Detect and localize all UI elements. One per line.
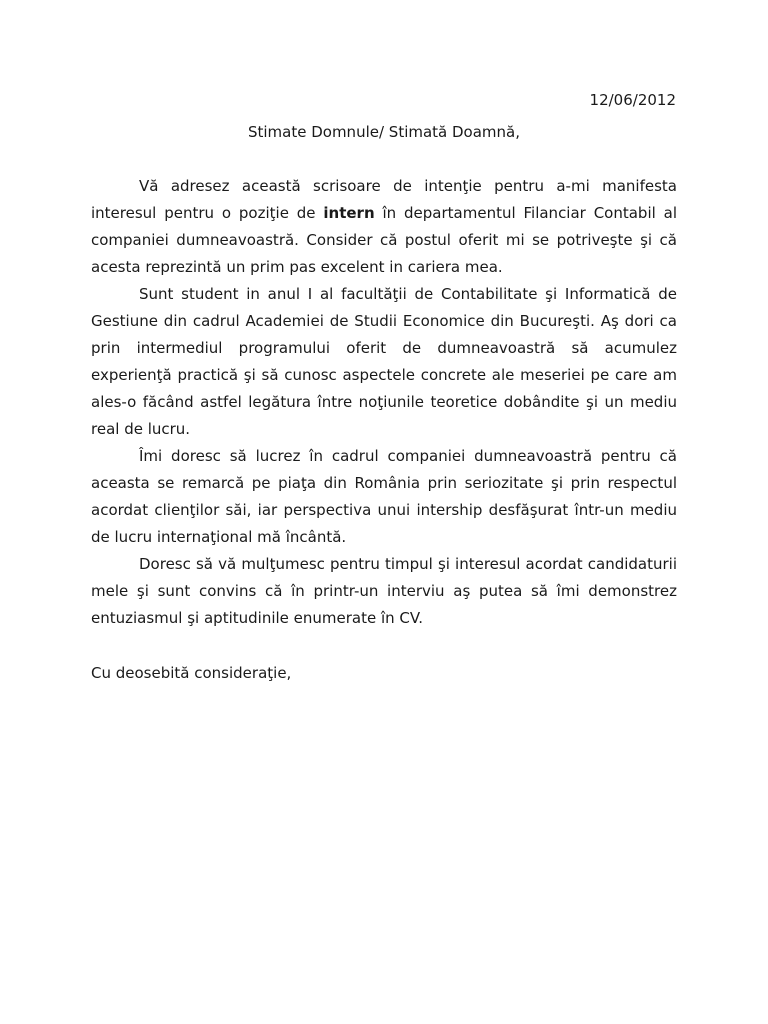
position-emphasis: intern [323,204,375,222]
paragraph-intent [91,173,677,281]
letter-salutation: Stimate Domnule/ Stimată Doamnă, [247,123,521,141]
letter-date: 12/06/2012 [589,91,676,109]
paragraph-thanks: Doresc să vă mulţumesc pentru timpul şi interesul acordat candidaturii mele şi sunt convins că în printr-un interviu aş putea să îmi demonstrez entuziasmul şi aptitudinile enumerate în CV. [91,555,677,627]
paragraph-intent-before: Vă adresez această scrisoare de intenţie pentru a-mi manifesta interesul pentru o poziţie de [91,177,677,222]
paragraph-background: Sunt student in anul I al facultăţii de Contabilitate şi Informatică de Gestiune din cadrul Academiei de Studii Economice din Bucureşti. Aş dori ca prin intermediul programului oferit de dumneavoastră să acumulez experienţă practică şi să cunosc aspectele concrete ale meseriei pe care am ales-o făcând astfel legătura între noţiunile teoretice dobândite şi un mediu real de lucru. [91,285,677,438]
paragraph-intent-after: în departamentul Filanciar Contabil al companiei dumneavoastră. Consider că postul oferit mi se potriveşte şi că acesta reprezintă un prim pas excelent in cariera mea. [91,204,677,276]
letter-closing: Cu deosebită consideraţie, [91,664,292,682]
letter-body [91,173,677,632]
paragraph-motivation: Îmi doresc să lucrez în cadrul companiei dumneavoastră pentru că aceasta se remarcă pe piaţa din România prin seriozitate şi prin respectul acordat clienţilor săi, iar perspectiva unui intership desfăşurat într-un mediu de lucru internaţional mă încântă. [91,447,677,546]
